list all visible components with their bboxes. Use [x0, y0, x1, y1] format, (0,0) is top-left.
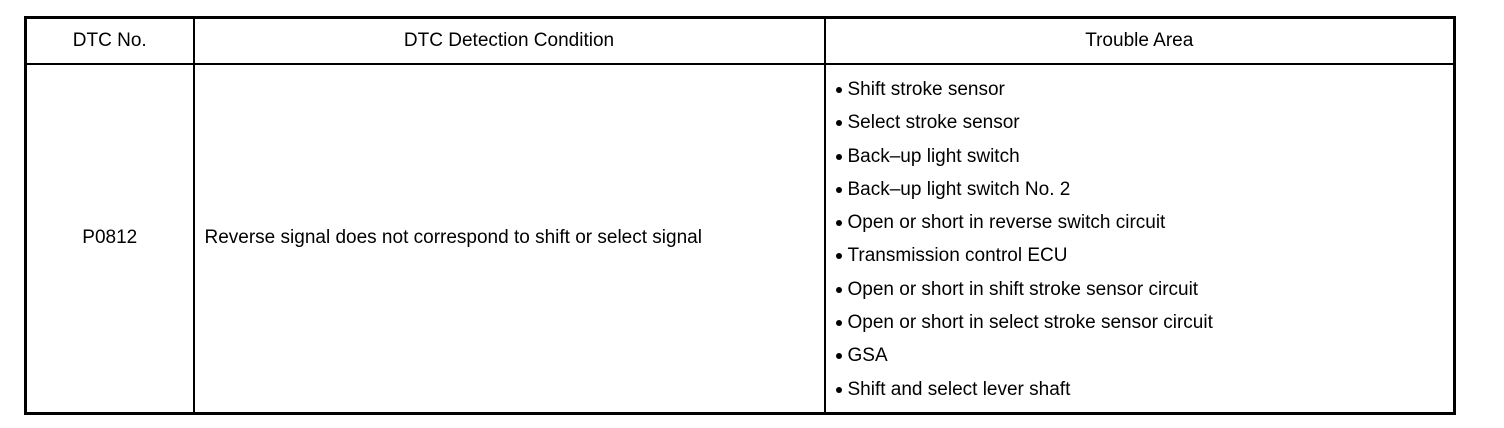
trouble-area-text: Back–up light switch No. 2 [847, 178, 1071, 200]
list-item [836, 373, 1454, 406]
trouble-area-text: Open or short in select stroke sensor circuit [847, 312, 1213, 334]
bullet-icon [836, 220, 842, 226]
header-trouble-area: Trouble Area [825, 18, 1455, 65]
header-dtc-no: DTC No. [26, 18, 194, 65]
bullet-icon [836, 120, 842, 126]
bullet-icon [836, 287, 842, 293]
dtc-code-cell: P0812 [26, 64, 194, 413]
trouble-area-text: Shift stroke sensor [847, 79, 1005, 100]
trouble-area-text: Open or short in shift stroke sensor circuit [847, 278, 1199, 300]
trouble-area-text: Shift and select lever shaft [847, 378, 1071, 400]
detection-condition-cell: Reverse signal does not correspond to shift or select signal [194, 64, 825, 413]
bullet-icon [836, 154, 842, 160]
trouble-area-text: GSA [847, 345, 888, 367]
bullet-icon [836, 353, 842, 359]
bullet-icon [836, 387, 842, 393]
list-item [836, 173, 1454, 206]
trouble-area-text: Select stroke sensor [847, 112, 1020, 134]
trouble-area-text: Open or short in reverse switch circuit [847, 212, 1166, 234]
bullet-icon [836, 320, 842, 326]
trouble-area-text: Transmission control ECU [847, 245, 1068, 267]
list-item [836, 239, 1454, 272]
table-header-row [26, 18, 1455, 65]
list-item [836, 273, 1454, 306]
trouble-area-list [836, 73, 1454, 406]
bullet-icon [836, 253, 842, 259]
table-row [26, 64, 1455, 413]
list-item [836, 306, 1454, 339]
bullet-icon [836, 187, 842, 193]
list-item [836, 140, 1454, 173]
trouble-area-text: Back–up light switch [847, 145, 1020, 167]
list-item [836, 106, 1454, 139]
trouble-area-cell [825, 64, 1455, 413]
bullet-icon [836, 87, 842, 93]
list-item [836, 73, 1454, 106]
list-item [836, 206, 1454, 239]
list-item [836, 339, 1454, 372]
dtc-table [24, 16, 1456, 415]
header-detection-condition: DTC Detection Condition [194, 18, 825, 65]
